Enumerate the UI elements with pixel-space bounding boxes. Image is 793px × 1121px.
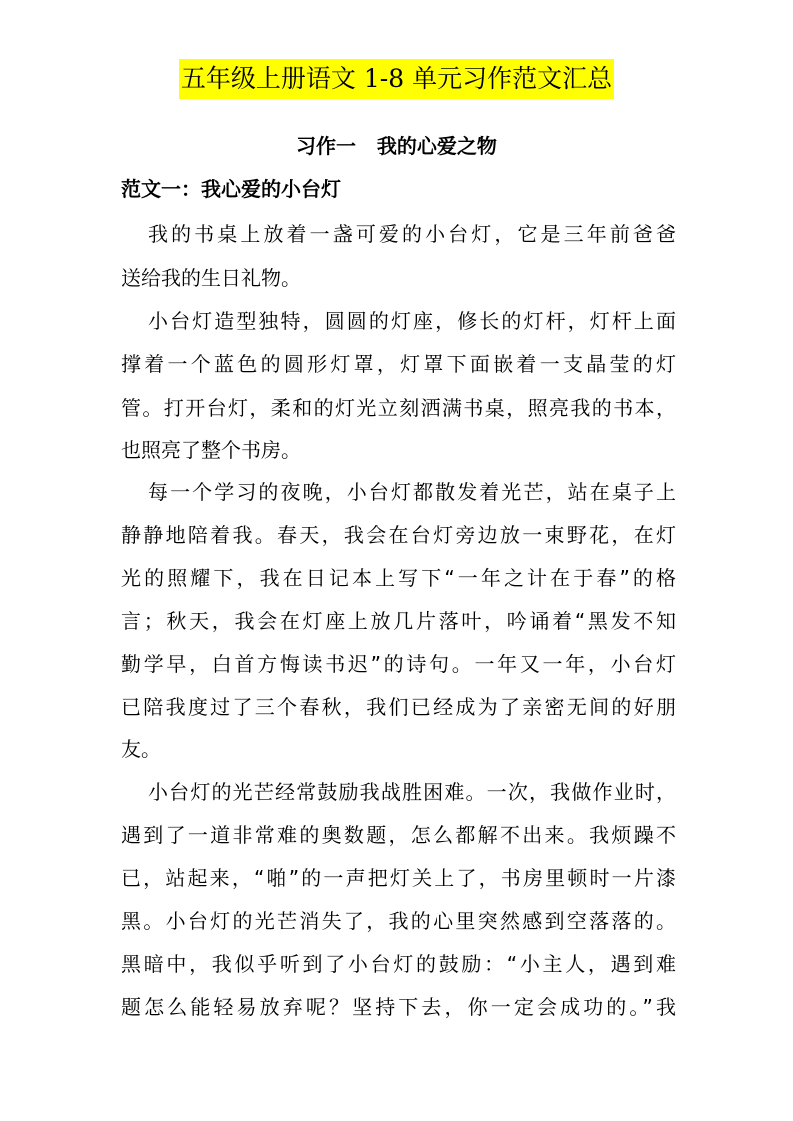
paragraph-line: 小台灯造型独特，圆圆的灯座，修长的灯杆，灯杆上面 [148, 309, 676, 333]
paragraph-line: 静静地陪着我。春天，我会在台灯旁边放一束野花，在灯 [121, 523, 676, 547]
paragraph-line: 每一个学习的夜晚，小台灯都散发着光芒，站在桌子上 [148, 480, 676, 504]
paragraph-line: 光的照耀下，我在日记本上写下“一年之计在于春”的格 [121, 566, 676, 590]
essay-title: 范文一：我心爱的小台灯 [121, 177, 341, 201]
section-title: 习作一 我的心爱之物 [296, 134, 497, 158]
paragraph-line: 言；秋天，我会在灯座上放几片落叶，吟诵着“黑发不知 [121, 609, 676, 633]
paragraph-line: 遇到了一道非常难的奥数题，怎么都解不出来。我烦躁不 [121, 823, 676, 847]
paragraph-line: 撑着一个蓝色的圆形灯罩，灯罩下面嵌着一支晶莹的灯 [121, 352, 676, 376]
paragraph-line: 也照亮了整个书房。 [121, 438, 301, 462]
paragraph-line: 黑暗中，我似乎听到了小台灯的鼓励：“小主人，遇到难 [121, 952, 676, 976]
paragraph-line: 已，站起来，“啪”的一声把灯关上了，书房里顿时一片漆 [121, 866, 676, 890]
paragraph-line: 黑。小台灯的光芒消失了，我的心里突然感到空落落的。 [121, 909, 676, 933]
paragraph-line: 已陪我度过了三个春秋，我们已经成为了亲密无间的好朋 [121, 695, 676, 719]
paragraph-line: 小台灯的光芒经常鼓励我战胜困难。一次，我做作业时， [148, 780, 676, 804]
paragraph-line: 我的书桌上放着一盏可爱的小台灯，它是三年前爸爸 [148, 222, 676, 246]
paragraph-line: 勤学早，白首方悔读书迟”的诗句。一年又一年，小台灯 [121, 652, 676, 676]
paragraph-line: 题怎么能轻易放弃呢？坚持下去，你一定会成功的。”我 [121, 995, 676, 1019]
document-title: 五年级上册语文 1-8 单元习作范文汇总 [179, 59, 614, 99]
document-title-row [0, 59, 793, 99]
paragraph-line: 送给我的生日礼物。 [121, 266, 301, 290]
paragraph-line: 管。打开台灯，柔和的灯光立刻洒满书桌，照亮我的书本， [121, 396, 676, 420]
paragraph-line: 友。 [121, 737, 161, 761]
